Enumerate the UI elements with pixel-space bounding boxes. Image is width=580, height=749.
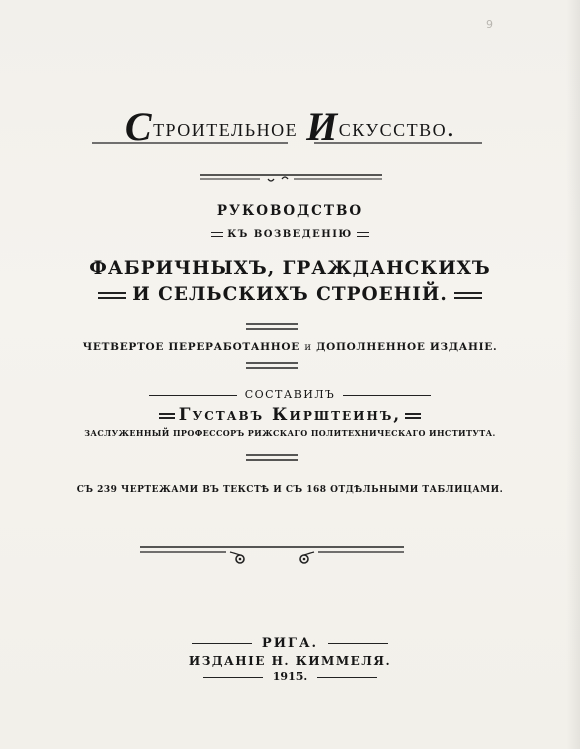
title-initial-2: И xyxy=(306,104,339,149)
edition-part-1: ЧЕТВЕРТОЕ ПЕРЕРАБОТАННОЕ xyxy=(82,341,300,353)
rule-left xyxy=(203,677,263,678)
compiled-by-line xyxy=(0,388,580,401)
edition-statement xyxy=(0,341,580,353)
double-dash-right xyxy=(405,413,421,419)
title-underline xyxy=(88,139,488,149)
edition-conj: и xyxy=(304,342,312,353)
double-dash-left xyxy=(211,232,223,237)
title-word-2-rest: скусство. xyxy=(338,113,456,142)
double-dash-left xyxy=(159,413,175,419)
rule-right xyxy=(317,677,377,678)
heading-rural-buildings xyxy=(0,284,580,305)
subtitle-line-2 xyxy=(0,229,580,240)
pencil-note: 9 xyxy=(486,18,493,31)
edition-part-2: ДОПОЛНЕННОЕ ИЗДАНІЕ. xyxy=(316,341,498,353)
heading-line-2-text: И СЕЛЬСКИХЪ СТРОЕНІЙ. xyxy=(132,284,448,305)
compiled-by-label: СОСТАВИЛЪ xyxy=(244,388,336,401)
short-double-rule-1 xyxy=(244,322,300,332)
author-line xyxy=(0,405,580,425)
double-dash-left xyxy=(98,292,126,299)
title-initial-1: С xyxy=(124,104,154,149)
heading-factories: ФАБРИЧНЫХЪ, ГРАЖДАНСКИХЪ xyxy=(89,258,491,279)
imprint-city-line xyxy=(0,636,580,651)
rule-left xyxy=(192,643,252,644)
imprint-city: РИГА. xyxy=(261,636,319,651)
rule-right xyxy=(328,643,388,644)
double-dash-right xyxy=(357,232,369,237)
imprint-year-line xyxy=(0,670,580,683)
rule-right xyxy=(343,395,431,396)
author-name: Густавъ Кирштеинъ, xyxy=(178,405,402,425)
short-double-rule-2 xyxy=(244,361,300,371)
title-word-1-rest: троительное xyxy=(153,113,299,142)
imprint-year: 1915. xyxy=(272,670,308,683)
rule-left xyxy=(149,395,237,396)
subtitle-to-construction: КЪ ВОЗВЕДЕНІЮ xyxy=(227,229,353,240)
author-title: ЗАСЛУЖЕННЫЙ ПРОФЕССОРЪ РИЖСКАГО ПОЛИТЕХНИЧЕСКАГО ИНСТИТУТА. xyxy=(84,428,496,438)
ornament-rule-top xyxy=(196,170,386,186)
short-double-rule-3 xyxy=(244,453,300,463)
ornament-rule-bottom xyxy=(136,543,408,569)
double-dash-right xyxy=(454,292,482,299)
illustrations-note: СЪ 239 ЧЕРТЕЖАМИ ВЪ ТЕКСТѢ И СЪ 168 ОТДѢЛЬНЫМИ ТАБЛИЦАМИ. xyxy=(76,485,504,495)
subtitle-guide: РУКОВОДСТВО xyxy=(216,203,364,219)
imprint-publisher: ИЗДАНІЕ Н. КИММЕЛЯ. xyxy=(188,654,392,668)
